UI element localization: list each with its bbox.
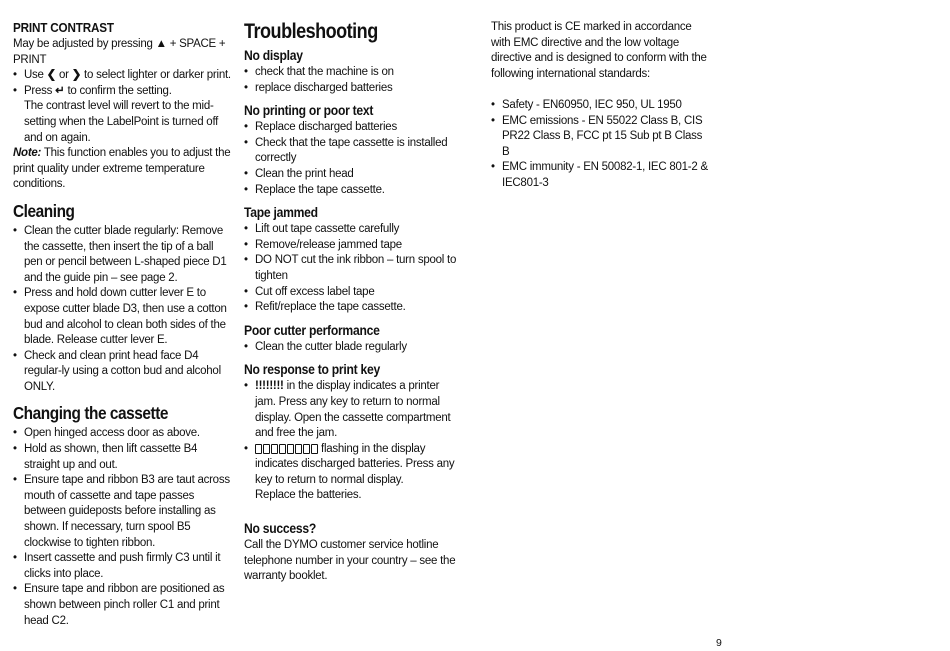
list-item: • Use ❮ or ❯ to select lighter or darker print. xyxy=(13,68,231,84)
no-printing-list xyxy=(244,120,462,198)
list-item: • EMC emissions - EN 55022 Class B, CIS PR22 Class B, FCC pt 15 Sub pt B Class B xyxy=(491,114,709,161)
no-printing-heading: No printing or poor text xyxy=(244,103,374,119)
list-item: • Lift out tape cassette carefully xyxy=(244,222,462,238)
print-contrast-intro: May be adjusted by pressing ▲ + SPACE + PRINT xyxy=(13,38,226,66)
no-printing-section xyxy=(244,102,462,198)
list-item: • Ensure tape and ribbon B3 are taut across mouth of cassette and tape passes between guideposts before installing as shown. If necessary, turn spool B5 clockwise to tighten ribbon. xyxy=(13,473,231,551)
cleaning-section xyxy=(13,201,231,396)
left-chevron-icon: ❮ xyxy=(46,69,57,82)
cleaning-list xyxy=(13,224,231,396)
no-response-heading: No response to print key xyxy=(244,362,380,378)
poor-cutter-section xyxy=(244,322,462,356)
standards-list xyxy=(491,98,709,192)
list-item: • EMC immunity - EN 50082-1, IEC 801-2 & IEC801-3 xyxy=(491,160,709,191)
list-item: • !!!!!!!! in the display indicates a printer jam. Press any key to return to normal display. Open the cassette compartment and free the jam. xyxy=(244,379,462,441)
list-item: • Check that the tape cassette is installed correctly xyxy=(244,136,462,167)
list-item: • Clean the cutter blade regularly xyxy=(244,340,462,356)
list-item: • flashing in the display indicates discharged batteries. Press any key to return to normal display. Replace the batteries. xyxy=(244,442,462,504)
print-contrast-section xyxy=(13,20,231,193)
list-item: • check that the machine is on xyxy=(244,65,462,81)
troubleshooting-heading: Troubleshooting xyxy=(244,20,378,43)
list-item: • Ensure tape and ribbon are positioned as shown between pinch roller C1 and print head C2. xyxy=(13,582,231,629)
note-label: Note: xyxy=(13,147,42,160)
list-item: • Clean the print head xyxy=(244,167,462,183)
low-battery-icon xyxy=(255,444,318,454)
list-item: • Clean the cutter blade regularly: Remove the cassette, then insert the tip of a ball pen or pencil between L-shaped piece D1 and the guide pin – see page 2. xyxy=(13,224,231,286)
page-number: 9 xyxy=(716,637,722,649)
enter-key-icon: ↵ xyxy=(55,84,65,97)
no-display-list xyxy=(244,65,462,96)
tape-jammed-heading: Tape jammed xyxy=(244,205,318,221)
list-item: • Press and hold down cutter lever E to expose cutter blade D3, then use a cotton bud and alcohol to clean both sides of the blade. Release cutter lever E. xyxy=(13,286,231,348)
no-display-heading: No display xyxy=(244,48,303,63)
no-success-heading: No success? xyxy=(244,521,316,537)
spacer xyxy=(491,82,709,98)
print-contrast-heading: PRINT CONTRAST xyxy=(13,20,114,35)
poor-cutter-list xyxy=(244,340,462,356)
no-success-section xyxy=(244,520,462,585)
list-item: • Remove/release jammed tape xyxy=(244,238,462,254)
no-success-text: Call the DYMO customer service hotline telephone number in your country – see the warranty booklet. xyxy=(244,539,456,583)
ce-intro: This product is CE marked in accordance with EMC directive and the low voltage directive and is designed to conform with the following international standards: xyxy=(491,21,707,80)
cleaning-heading: Cleaning xyxy=(13,200,75,221)
list-item: • Safety - EN60950, IEC 950, UL 1950 xyxy=(491,98,709,114)
tape-jammed-section xyxy=(244,204,462,316)
middle-column xyxy=(244,19,462,585)
no-response-list xyxy=(244,379,462,504)
poor-cutter-heading: Poor cutter performance xyxy=(244,322,380,338)
list-item: • Insert cassette and push firmly C3 until it clicks into place. xyxy=(13,551,231,582)
printer-jam-indicator: !!!!!!!! xyxy=(255,380,284,393)
list-item: • Replace discharged batteries xyxy=(244,120,462,136)
left-column xyxy=(13,20,231,629)
list-item: • replace discharged batteries xyxy=(244,81,462,97)
print-contrast-list xyxy=(13,68,231,146)
list-item: • Refit/replace the tape cassette. xyxy=(244,300,462,316)
up-arrow-icon: ▲ xyxy=(155,38,167,50)
right-column xyxy=(491,20,709,192)
tape-jammed-list xyxy=(244,222,462,316)
list-item: • Open hinged access door as above. xyxy=(13,426,231,442)
no-display-section xyxy=(244,47,462,96)
print-contrast-note: Note: This function enables you to adjust the print quality under extreme temperature conditions. xyxy=(13,147,231,191)
changing-cassette-section xyxy=(13,403,231,629)
changing-cassette-heading: Changing the cassette xyxy=(13,403,169,424)
changing-cassette-list xyxy=(13,426,231,629)
list-item: • Press ↵ to confirm the setting. The contrast level will revert to the mid-setting when the LabelPoint is turned off and on again. xyxy=(13,84,231,146)
list-item: • DO NOT cut the ink ribbon – turn spool to tighten xyxy=(244,253,462,284)
no-response-section xyxy=(244,361,462,504)
list-item: • Hold as shown, then lift cassette B4 straight up and out. xyxy=(13,442,231,473)
list-item: • Cut off excess label tape xyxy=(244,285,462,301)
right-chevron-icon: ❯ xyxy=(71,69,82,82)
list-item: • Replace the tape cassette. xyxy=(244,183,462,199)
list-item: • Check and clean print head face D4 regular-ly using a cotton bud and alcohol ONLY. xyxy=(13,349,231,396)
